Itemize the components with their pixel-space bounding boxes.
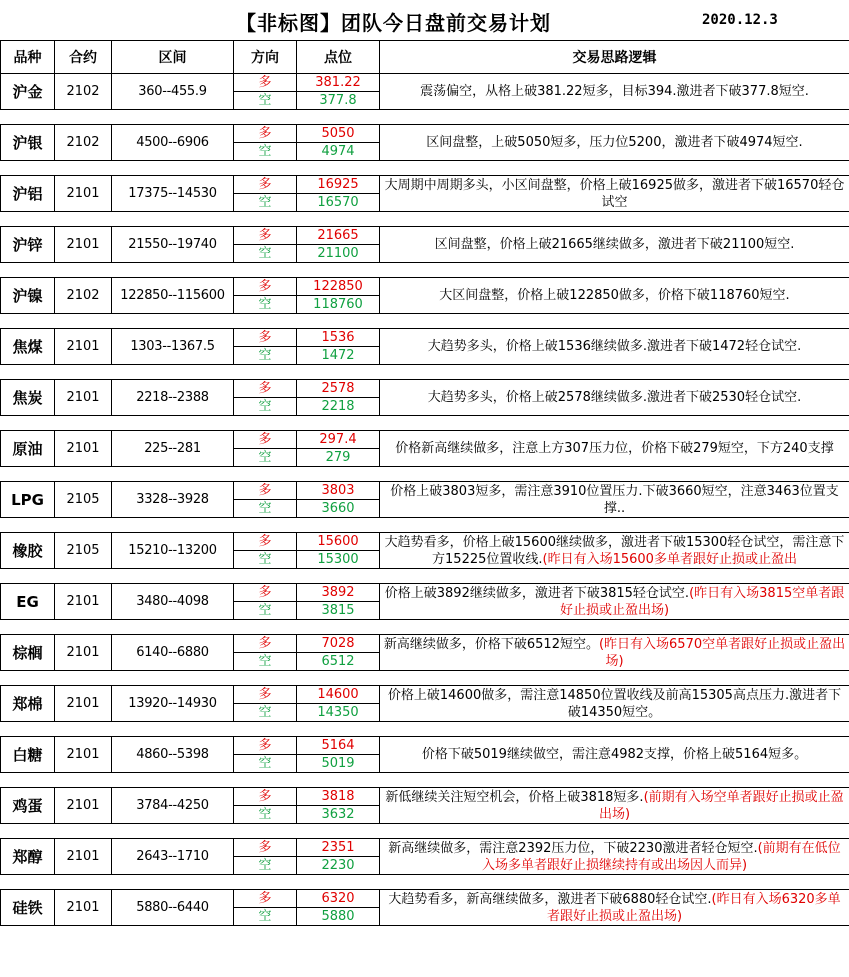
trading-logic <box>380 227 849 263</box>
row-spacer <box>1 569 849 584</box>
direction-long: 多 <box>234 635 297 653</box>
commodity-name: 橡胶 <box>1 533 55 569</box>
direction-short: 空 <box>234 347 297 365</box>
row-spacer-cell <box>1 671 849 686</box>
table-row <box>1 431 849 449</box>
table-row <box>1 227 849 245</box>
row-spacer-cell <box>1 467 849 482</box>
level-long: 3818 <box>297 788 380 806</box>
direction-long: 多 <box>234 686 297 704</box>
direction-long: 多 <box>234 584 297 602</box>
commodity-name: 沪银 <box>1 125 55 161</box>
logic-text: 新低继续关注短空机会，价格上破3818短多. <box>385 789 644 805</box>
level-short: 3815 <box>297 602 380 620</box>
logic-text: 价格下破5019继续做空，需注意4982支撑，价格上破5164短多。 <box>421 747 808 762</box>
trading-logic <box>380 431 849 467</box>
trading-logic <box>380 329 849 365</box>
row-spacer-cell <box>1 416 849 431</box>
row-spacer <box>1 722 849 737</box>
trading-logic <box>380 686 849 722</box>
direction-short: 空 <box>234 857 297 875</box>
trading-logic <box>380 380 849 416</box>
direction-long: 多 <box>234 227 297 245</box>
table-row <box>1 533 849 551</box>
level-short: 15300 <box>297 551 380 569</box>
contract-code: 2101 <box>55 227 112 263</box>
row-spacer-cell <box>1 722 849 737</box>
direction-short: 空 <box>234 653 297 671</box>
logic-note: (前期有入场空单者跟好止损或止盈出场) <box>598 789 844 822</box>
price-range: 360--455.9 <box>112 74 234 110</box>
direction-short: 空 <box>234 704 297 722</box>
trading-logic <box>380 839 849 875</box>
direction-short: 空 <box>234 245 297 263</box>
level-short: 16570 <box>297 194 380 212</box>
direction-short: 空 <box>234 755 297 773</box>
row-spacer <box>1 416 849 431</box>
table-row <box>1 380 849 398</box>
table-row <box>1 125 849 143</box>
logic-note: (昨日有入场6320多单者跟好止损或止盈出场) <box>546 891 841 924</box>
row-spacer-cell <box>1 161 849 176</box>
page-title: 【非标图】团队今日盘前交易计划 <box>236 11 551 35</box>
row-spacer <box>1 620 849 635</box>
logic-text: 新高继续做多，价格下破6512短空。 <box>383 636 599 652</box>
direction-short: 空 <box>234 194 297 212</box>
level-short: 5019 <box>297 755 380 773</box>
commodity-name: 郑棉 <box>1 686 55 722</box>
level-short: 5880 <box>297 908 380 926</box>
plan-body <box>1 74 849 926</box>
direction-short: 空 <box>234 92 297 110</box>
price-range: 3480--4098 <box>112 584 234 620</box>
commodity-name: 棕榈 <box>1 635 55 671</box>
header-name: 品种 <box>1 41 55 74</box>
logic-text: 震荡偏空，从格上破381.22短多，目标394.激进者下破377.8短空. <box>420 84 809 99</box>
level-long: 1536 <box>297 329 380 347</box>
logic-note: (昨日有入场15600多单者跟好止损或止盈出 <box>542 551 797 567</box>
direction-long: 多 <box>234 74 297 92</box>
price-range: 5880--6440 <box>112 890 234 926</box>
logic-note: (昨日有入场3815空单者跟好止损或止盈出场) <box>559 585 845 618</box>
direction-short: 空 <box>234 602 297 620</box>
price-range: 2643--1710 <box>112 839 234 875</box>
commodity-name: 白糖 <box>1 737 55 773</box>
contract-code: 2105 <box>55 533 112 569</box>
level-short: 3660 <box>297 500 380 518</box>
row-spacer <box>1 161 849 176</box>
table-row <box>1 482 849 500</box>
header-range: 区间 <box>112 41 234 74</box>
level-long: 381.22 <box>297 74 380 92</box>
price-range: 2218--2388 <box>112 380 234 416</box>
commodity-name: EG <box>1 584 55 620</box>
direction-long: 多 <box>234 431 297 449</box>
level-short: 3632 <box>297 806 380 824</box>
level-long: 2351 <box>297 839 380 857</box>
logic-note: (前期有在低位入场多单者跟好止损继续持有或出场因人而异) <box>481 840 841 873</box>
logic-text: 大趋势看多，价格上破15600继续做多，激进者下破15300轻仓试空，需注意下方15225位置收线. <box>384 534 845 567</box>
table-row <box>1 635 849 653</box>
logic-text: 大趋势多头，价格上破2578继续做多.激进者下破2530轻仓试空. <box>427 390 802 405</box>
direction-short: 空 <box>234 806 297 824</box>
direction-long: 多 <box>234 176 297 194</box>
price-range: 15210--13200 <box>112 533 234 569</box>
table-row <box>1 74 849 92</box>
contract-code: 2101 <box>55 176 112 212</box>
level-short: 118760 <box>297 296 380 314</box>
table-row <box>1 278 849 296</box>
level-long: 6320 <box>297 890 380 908</box>
logic-text: 新高继续做多，需注意2392压力位，下破2230激进者轻仓短空. <box>388 840 758 856</box>
level-short: 14350 <box>297 704 380 722</box>
level-short: 2230 <box>297 857 380 875</box>
logic-text: 价格新高继续做多，注意上方307压力位，价格下破279短空，下方240支撑 <box>395 441 834 456</box>
table-row <box>1 176 849 194</box>
trading-logic <box>380 890 849 926</box>
row-spacer-cell <box>1 620 849 635</box>
level-short: 377.8 <box>297 92 380 110</box>
direction-long: 多 <box>234 533 297 551</box>
contract-code: 2101 <box>55 788 112 824</box>
contract-code: 2101 <box>55 329 112 365</box>
direction-long: 多 <box>234 890 297 908</box>
contract-code: 2101 <box>55 584 112 620</box>
direction-short: 空 <box>234 398 297 416</box>
direction-long: 多 <box>234 278 297 296</box>
row-spacer-cell <box>1 569 849 584</box>
price-range: 21550--19740 <box>112 227 234 263</box>
row-spacer <box>1 518 849 533</box>
row-spacer <box>1 773 849 788</box>
price-range: 225--281 <box>112 431 234 467</box>
trading-logic <box>380 533 849 569</box>
logic-note: (昨日有入场6570空单者跟好止损或止盈出场) <box>598 636 846 669</box>
commodity-name: 鸡蛋 <box>1 788 55 824</box>
commodity-name: 沪镍 <box>1 278 55 314</box>
plan-date: 2020.12.3 <box>702 12 778 28</box>
row-spacer-cell <box>1 212 849 227</box>
contract-code: 2101 <box>55 890 112 926</box>
contract-code: 2102 <box>55 278 112 314</box>
price-range: 17375--14530 <box>112 176 234 212</box>
table-row <box>1 584 849 602</box>
row-spacer <box>1 110 849 125</box>
level-long: 16925 <box>297 176 380 194</box>
contract-code: 2101 <box>55 839 112 875</box>
commodity-name: 原油 <box>1 431 55 467</box>
price-range: 4500--6906 <box>112 125 234 161</box>
table-row <box>1 890 849 908</box>
level-short: 279 <box>297 449 380 467</box>
direction-long: 多 <box>234 788 297 806</box>
level-short: 2218 <box>297 398 380 416</box>
level-long: 297.4 <box>297 431 380 449</box>
contract-code: 2102 <box>55 74 112 110</box>
contract-code: 2105 <box>55 482 112 518</box>
price-range: 122850--115600 <box>112 278 234 314</box>
commodity-name: 硅铁 <box>1 890 55 926</box>
logic-text: 价格上破3803短多，需注意3910位置压力.下破3660短空，注意3463位置支撑.. <box>390 483 839 516</box>
commodity-name: 沪锌 <box>1 227 55 263</box>
level-long: 21665 <box>297 227 380 245</box>
direction-long: 多 <box>234 125 297 143</box>
row-spacer <box>1 467 849 482</box>
commodity-name: 焦煤 <box>1 329 55 365</box>
level-long: 3892 <box>297 584 380 602</box>
direction-long: 多 <box>234 482 297 500</box>
table-row <box>1 839 849 857</box>
trading-logic <box>380 584 849 620</box>
level-long: 2578 <box>297 380 380 398</box>
table-row <box>1 686 849 704</box>
level-short: 4974 <box>297 143 380 161</box>
table-row <box>1 788 849 806</box>
trading-logic <box>380 737 849 773</box>
trading-logic <box>380 176 849 212</box>
row-spacer-cell <box>1 773 849 788</box>
commodity-name: 沪铝 <box>1 176 55 212</box>
level-long: 15600 <box>297 533 380 551</box>
direction-long: 多 <box>234 329 297 347</box>
contract-code: 2102 <box>55 125 112 161</box>
title-bar <box>0 0 849 40</box>
logic-text: 区间盘整，上破5050短多，压力位5200，激进者下破4974短空. <box>426 135 803 150</box>
level-long: 7028 <box>297 635 380 653</box>
commodity-name: 焦炭 <box>1 380 55 416</box>
level-long: 5050 <box>297 125 380 143</box>
trading-logic <box>380 278 849 314</box>
commodity-name: 郑醇 <box>1 839 55 875</box>
direction-short: 空 <box>234 449 297 467</box>
table-row <box>1 737 849 755</box>
row-spacer-cell <box>1 824 849 839</box>
logic-text: 大趋势多头，价格上破1536继续做多.激进者下破1472轻仓试空. <box>427 339 802 354</box>
direction-short: 空 <box>234 551 297 569</box>
contract-code: 2101 <box>55 431 112 467</box>
contract-code: 2101 <box>55 635 112 671</box>
header-logic: 交易思路逻辑 <box>380 41 849 74</box>
row-spacer <box>1 263 849 278</box>
level-short: 21100 <box>297 245 380 263</box>
price-range: 13920--14930 <box>112 686 234 722</box>
contract-code: 2101 <box>55 380 112 416</box>
direction-long: 多 <box>234 737 297 755</box>
row-spacer <box>1 365 849 380</box>
logic-text: 区间盘整，价格上破21665继续做多，激进者下破21100短空. <box>434 237 795 252</box>
row-spacer-cell <box>1 263 849 278</box>
commodity-name: 沪金 <box>1 74 55 110</box>
level-long: 14600 <box>297 686 380 704</box>
row-spacer <box>1 671 849 686</box>
trading-logic <box>380 74 849 110</box>
direction-long: 多 <box>234 380 297 398</box>
logic-text: 价格上破3892继续做多，激进者下破3815轻仓试空. <box>384 585 690 601</box>
row-spacer-cell <box>1 365 849 380</box>
price-range: 6140--6880 <box>112 635 234 671</box>
row-spacer <box>1 212 849 227</box>
trading-logic <box>380 635 849 671</box>
logic-text: 价格上破14600做多，需注意14850位置收线及前高15305高点压力.激进者下破14350短空。 <box>387 687 842 720</box>
level-short: 6512 <box>297 653 380 671</box>
row-spacer-cell <box>1 314 849 329</box>
row-spacer-cell <box>1 518 849 533</box>
row-spacer <box>1 875 849 890</box>
contract-code: 2101 <box>55 686 112 722</box>
trading-logic <box>380 482 849 518</box>
price-range: 3784--4250 <box>112 788 234 824</box>
level-long: 3803 <box>297 482 380 500</box>
trading-logic <box>380 125 849 161</box>
row-spacer-cell <box>1 875 849 890</box>
direction-short: 空 <box>234 143 297 161</box>
header-contract: 合约 <box>55 41 112 74</box>
logic-text: 大趋势看多，新高继续做多，激进者下破6880轻仓试空. <box>388 891 712 907</box>
commodity-name: LPG <box>1 482 55 518</box>
table-row <box>1 329 849 347</box>
level-long: 5164 <box>297 737 380 755</box>
level-long: 122850 <box>297 278 380 296</box>
direction-long: 多 <box>234 839 297 857</box>
contract-code: 2101 <box>55 737 112 773</box>
trading-logic <box>380 788 849 824</box>
row-spacer <box>1 314 849 329</box>
direction-short: 空 <box>234 908 297 926</box>
logic-text: 大区间盘整，价格上破122850做多，价格下破118760短空. <box>439 288 790 303</box>
price-range: 1303--1367.5 <box>112 329 234 365</box>
header-level: 点位 <box>297 41 380 74</box>
price-range: 4860--5398 <box>112 737 234 773</box>
price-range: 3328--3928 <box>112 482 234 518</box>
header-row <box>1 41 849 74</box>
direction-short: 空 <box>234 500 297 518</box>
direction-short: 空 <box>234 296 297 314</box>
level-short: 1472 <box>297 347 380 365</box>
logic-text: 大周期中周期多头，小区间盘整，价格上破16925做多，激进者下破16570轻仓试空 <box>384 177 845 210</box>
header-direction: 方向 <box>234 41 297 74</box>
plan-table <box>0 40 849 926</box>
row-spacer <box>1 824 849 839</box>
row-spacer-cell <box>1 110 849 125</box>
